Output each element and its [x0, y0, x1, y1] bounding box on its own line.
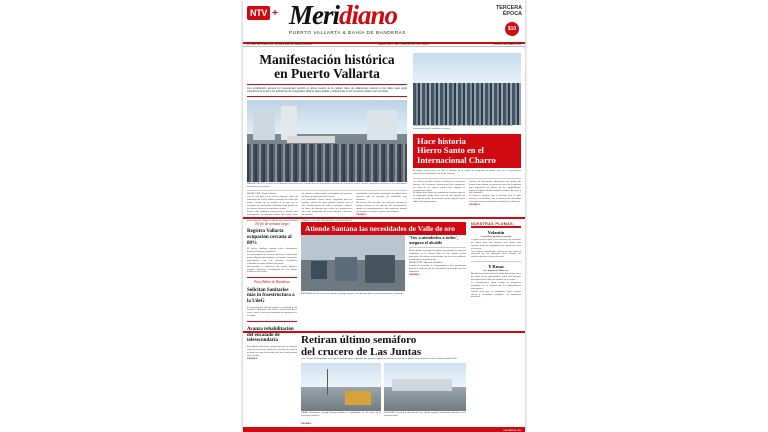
bottom-caption-left: OBRA. Maquinaria pesada trabajó durante la madrugada en el retiro de la estructura metálica.	[301, 412, 381, 417]
left-column-tagline: En fin de semana largo	[255, 222, 289, 226]
secondary-headline-box	[413, 134, 521, 168]
lead-story	[247, 53, 407, 222]
bottom-section	[243, 333, 525, 432]
lead-byline: REDACCIÓN / Puerto Vallarta	[247, 193, 277, 196]
left-column-paragraph: Los prestadores de servicios turísticos confirmaron que la afluencia de visitantes nacionales superó las expectativas, con una derrama económica estimada en varios millones de pesos.	[247, 254, 297, 265]
masthead-subtitle: PUERTO VALLARTA & BAHÍA DE BANDERAS	[289, 30, 407, 35]
photo-group	[365, 255, 395, 283]
network-logo	[247, 6, 278, 20]
left-column-page-ref: PÁGINA 6	[247, 357, 258, 360]
secondary-paragraph: Los charros de Hierro Santo se llevaron los máximos honores del certamen internacional tras imponerse en ocho de las nueve suertes que integran la competencia oficial.	[413, 180, 465, 192]
lead-kicker: Una movilización general sin precedentes recorrió el primer cuadro de la ciudad; miles de vallartenses salieron a las calles para exigir soluciones de fondo a los problemas de inseguridad, falta de agua potable y deficiencias en los servicios públicos del municipio.	[247, 84, 407, 97]
strip-right: www.meridiano.mx	[494, 42, 521, 46]
bottom-photo-left	[301, 363, 381, 411]
middle-photo	[301, 235, 405, 291]
lead-headline-line-1: Manifestación histórica	[259, 52, 395, 67]
opinion-item-2-body-3: Queda claro que la ciudadanía exige cuentas claras y resultados medibles, no solamente discursos.	[471, 290, 521, 299]
opinion-item-1-body-2: Los actores involucrados insisten en que todo se resolverá en los siguientes días, aunque las señales apuntan en otra dirección.	[471, 250, 521, 259]
photo-overpass	[392, 379, 452, 391]
lead-photo	[247, 100, 407, 182]
photo-crowd	[247, 144, 407, 182]
photo-wheelchair	[335, 257, 357, 281]
block2-title: Solicitan Sanitarios más in fraestructura a la UdeG	[247, 287, 295, 304]
top-section	[243, 49, 525, 222]
secondary-headline-line-2: Hierro Santo en el	[417, 145, 484, 156]
secondary-paragraph: El equipo local logró una puntuación histórica que no se registraba desde hace más de una década en este tipo de justas, de acuerdo con los registros de la federación organizadora.	[413, 192, 465, 204]
secondary-body	[413, 181, 521, 207]
masthead-edition-info	[496, 5, 522, 17]
photo-crowd	[413, 83, 521, 125]
opinion-item-1-title: Volantín	[487, 230, 505, 235]
divider	[471, 226, 521, 228]
bottom-photo-right	[384, 363, 466, 411]
middle-photo-caption: ENTREGA. El edil recorrió la colonia y entregó apoyos a las familias que lo solicitaron durante la jornada.	[301, 293, 404, 295]
plus-icon: +	[272, 7, 278, 19]
lead-page-ref: PÁGINA 3	[356, 213, 367, 216]
bottom-headline-line-2: del crucero de Las Juntas	[301, 345, 422, 358]
middle-paragraph: Durante el recorrido se comprometió a dar seguimiento puntual a cada una de las solicitudes presentadas por los habitantes.	[409, 264, 466, 273]
masthead	[243, 0, 525, 44]
block3-title: Avanza rehabilitación del encalado de telesecundaria	[247, 327, 294, 344]
photo-person	[311, 261, 327, 279]
secondary-page-ref: PÁGINA 11	[469, 204, 481, 207]
middle-byline: REDACCIÓN / Bahía de Banderas	[409, 262, 443, 265]
left-column-kicker: El sector hotelero reportó cifras alentadoras durante el puente vacacional.	[247, 248, 297, 254]
block2-body: El ayuntamiento solicitó ampliar la matrícula y los espacios educativos del centro universitario de la costa, ante la creciente demanda de aspirantes en la región.	[247, 306, 297, 318]
lead-paragraph: Al término del recorrido, una comisión entregó un pliego petitorio en las oficinas del ayuntamiento, donde se comprometieron a dar respuesta puntual en un plazo no mayor a quince días hábiles.	[356, 202, 407, 213]
secondary-paragraph: Cientos de aficionados abarrotaron las gradas del lienzo charro desde las primeras horas de la mañana para presenciar las faenas de los competidores, quienes llegaron desde distintos estados del país y del extranjero.	[469, 180, 521, 195]
ntv-badge: NTV	[247, 6, 270, 20]
divider	[413, 178, 521, 179]
title-part-1: Meri	[289, 0, 339, 30]
secondary-photo-caption: CHARRERÍA. Los participantes del Internacional Charro desfilaron ante un lienzo lleno en una jornada memorable para la tradición mexicana.	[413, 125, 513, 130]
lead-paragraph: Los organizadores estimaron una asistencia superior a las diez mil personas, mientras que las autoridades municipales reportaron un saldo blanco durante toda la jornada, sin incidentes que lamentar.	[301, 193, 407, 222]
secondary-photo	[413, 53, 521, 125]
block3-body: Autoridades educativas informaron que los trabajos registran un avance superior al setenta por ciento y se prevé su conclusión antes del inicio del próximo ciclo escolar.	[247, 345, 297, 357]
edition-line-2: ÉPOCA	[502, 11, 522, 17]
footer-bar	[243, 427, 525, 432]
middle-side-column	[409, 235, 466, 277]
secondary-headline-line-1: Hace historia	[417, 135, 466, 146]
bottom-page-ref: PÁGINA 4	[301, 423, 312, 425]
lead-headline-line-2: en Puerto Vallarta	[274, 66, 380, 81]
secondary-paragraph: La directiva anunció que el próximo año la sede volverá a ser la bahía, con la intención de consolidar el evento como un referente nacional de la charrería.	[469, 195, 521, 204]
opinion-item-2-body: Resulta necesario revisar el fondo del asunto antes de emitir juicios apresurados sobre una decisión que impactará a miles de familias de la región.	[471, 273, 521, 281]
bottom-caption-right: CRUCERO. El paso a desnivel de Las Juntas quedará totalmente liberado en los próximos días.	[384, 412, 466, 417]
opinion-column	[471, 222, 521, 299]
photo-building	[281, 106, 297, 140]
block2-tagline: Para Bahía de Banderas	[254, 280, 290, 285]
opinion-section-label: NUESTRAS PLUMAS:	[471, 222, 515, 226]
divider	[409, 247, 466, 248]
middle-banner-headline: Atiende Santana las necesidades de Valle de oro	[301, 222, 466, 235]
footer-note: meridiano.mx	[502, 428, 521, 432]
opinion-item-2-subtitle: Los anteriores fallan ser	[483, 270, 509, 273]
newspaper-front-page	[243, 0, 525, 432]
photo-sky	[413, 53, 521, 85]
secondary-kicker: El equipo charro puso en alto el nombre de la región al conquistar el primer sitio en la competencia internacional celebrada este fin de semana.	[413, 170, 521, 175]
bottom-kicker: Con el retiro del dispositivo concluye la obra del paso a desnivel que promete agilizar el tránsito en uno de los puntos más conflictivos de la carretera federal 200.	[301, 358, 458, 360]
opinion-item-1-body: La política local volvió a ser escenario de acuerdos de última hora que dejaron más dudas que certezas entre los ciudadanos que siguen de cerca el proceso.	[471, 238, 521, 250]
strip-left: EL IMPARCIAL DE LA BAHÍA DE BANDERAS	[247, 42, 313, 46]
middle-side-headline: 'Voy a atenderlos a todos', asegura el alcalde	[409, 235, 458, 246]
edition-line-1: TERCERA	[495, 5, 522, 11]
photo-building	[253, 112, 275, 140]
strip-center: MARTES 7 DE FEBRERO DE 2023	[377, 42, 429, 46]
lead-photo-caption: MANIFESTACIÓN. Cientos de ciudadanos marcharon por el malecón y las principales avenidas del centro de Puerto Vallarta exigiendo respuestas a las autoridades municipales y estatales.	[247, 182, 407, 188]
title-part-2: diano	[339, 0, 398, 30]
masthead-title-block	[289, 2, 406, 35]
lead-paragraph: Desde muy temprano comenzaron a reunirse los contingentes en distintos puntos del centro, para después avanzar de manera ordenada hacia la plaza principal, donde se dieron cita representantes de colonias, comerciantes, prestadores de servicios turísticos y organizaciones civiles.	[247, 193, 353, 222]
secondary-headline-line-3: Internacional Charro	[417, 154, 496, 165]
left-column-block-2	[247, 277, 297, 318]
opinion-item-2-body-2: La transparencia sigue siendo la asignatura pendiente en la mayoría de las dependencias municipales.	[471, 281, 521, 290]
bottom-headline	[301, 335, 466, 358]
left-column-paragraph: Restaurantes y comercios del centro histórico también reportaron incrementos en sus ventas durante los tres días.	[247, 265, 297, 274]
lead-paragraph: Con un solo grito y una misma exigencia, miles de habitantes de Puerto Vallarta tomaron las calles del primer cuadro de la ciudad en lo que ya se considera la movilización ciudadana más grande de los últimos años en el municipio costero.	[247, 196, 298, 210]
page-title	[289, 2, 406, 29]
left-column-title: Registra Vallarta ocupación cercana al 80%	[247, 229, 292, 246]
secondary-story	[413, 53, 521, 207]
divider	[471, 261, 521, 262]
opinion-item-2-title: Y Rosas	[488, 264, 504, 270]
bottom-headline-line-1: Retiran último semáforo	[301, 334, 417, 346]
middle-page-ref: PÁGINA 8	[409, 273, 420, 276]
opinion-item-1-subtitle: Costa Rica agravia en mundo	[480, 236, 512, 238]
masthead-strip	[243, 42, 525, 47]
photo-sky	[301, 363, 381, 387]
photo-crane	[345, 391, 371, 405]
lead-paragraph: Las demandas fueron claras: seguridad para las familias, abasto de agua potable durante todo el año, mantenimiento de calles y avenidas, además de obras de drenaje que eviten las inundaciones que cada temporada de lluvias afectan a decenas de colonias.	[301, 199, 353, 216]
traffic-light-pole	[327, 369, 328, 395]
divider	[247, 190, 407, 191]
photo-protest-banner	[287, 136, 335, 143]
price-badge: $10	[505, 22, 519, 36]
middle-paragraph: El presidente municipal encabezó una jornada de atención ciudadana en la colonia Valle de Oro, donde recibió peticiones de vecinos relacionadas con servicios públicos, alumbrado y pavimentación.	[409, 250, 466, 262]
photo-building	[367, 110, 397, 140]
